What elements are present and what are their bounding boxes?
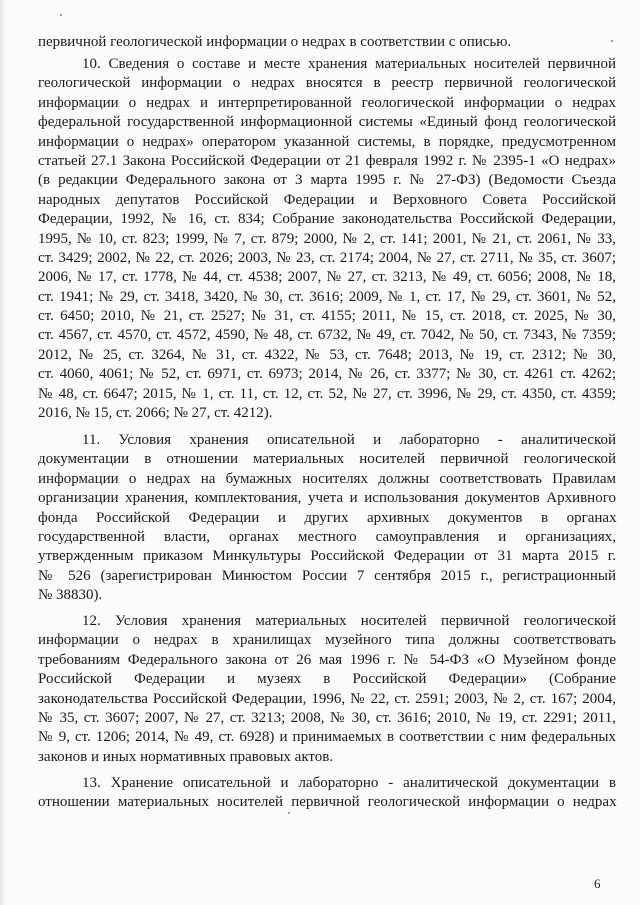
text-line: федеральной государственной информационной системы «Единый фонд геологической xyxy=(38,114,616,131)
paragraph-13 xyxy=(38,774,616,813)
text-line: отношении материальных носителей первичной геологической информации о недрах xyxy=(38,794,616,811)
text-line: законов и иных нормативных правовых актов. xyxy=(38,748,334,765)
text-line: 2012, № 25, ст. 3264, № 31, ст. 4322, № 53, ст. 7648; 2013, № 19, ст. 2312; № 30, xyxy=(38,346,616,363)
text-line: информации о недрах на бумажных носителях должны соответствовать Правилам xyxy=(38,470,616,487)
text-line: первичной геологической информации о недрах в соответствии с описью. xyxy=(38,34,512,50)
text-line: геологической информации о недрах вносятся в реестр первичной геологической xyxy=(38,75,616,92)
text-line: 1995, № 10, ст. 823; 1999, № 7, ст. 879; 2000, № 2, ст. 141; 2001, № 21, ст. 2061, № 33, xyxy=(38,230,616,247)
text-line: информации о недрах в хранилищах музейного типа должны соответствовать xyxy=(38,632,616,649)
text-line: законодательства Российской Федерации, 1996, № 22, ст. 2591; 2003, № 2, ст. 167; 2004, xyxy=(38,690,616,707)
text-line: 12. Условия хранения материальных носителей первичной геологической xyxy=(82,613,616,629)
text-line: ст. 4567, ст. 4570, ст. 4572, 4590, № 48, ст. 6732, № 49, ст. 7042, № 50, ст. 7343, № 7359; xyxy=(38,327,616,344)
paragraph-carryover xyxy=(38,33,616,52)
text-line: ст. 3429; 2002, № 22, ст. 2026; 2003, № 23, ст. 2174; 2004, № 27, ст. 2711, № 35, ст. 3607; xyxy=(38,249,616,266)
text-line: информации о недрах» оператором указанной системы, в порядке, предусмотренном xyxy=(38,133,616,150)
text-line: статьей 27.1 Закона Российской Федерации от 21 февраля 1992 г. № 2395-1 «О недрах» xyxy=(38,152,616,169)
text-line: фонда Российской Федерации и других архивных документов в органах xyxy=(38,509,616,526)
text-line: (в редакции Федерального закона от 3 марта 1995 г. № 27-ФЗ) (Ведомости Съезда xyxy=(38,172,616,189)
text-line: № 526 (зарегистрирован Минюстом России 7 сентября 2015 г., регистрационный xyxy=(38,567,616,584)
text-line: № 9, ст. 1206; 2014, № 49, ст. 6928) и принимаемых в соответствии с ним федеральных xyxy=(38,729,616,746)
text-line: № 38830). xyxy=(38,587,103,604)
text-line: 11. Условия хранения описательной и лабораторно - аналитической xyxy=(82,432,616,448)
text-line: 10. Сведения о составе и месте хранения материальных носителей первичной xyxy=(82,56,616,72)
text-line: 2006, № 17, ст. 1778, № 44, ст. 4538; 2007, № 27, ст. 3213, № 49, ст. 6056; 2008, № 18, xyxy=(38,269,616,286)
text-line: требованиям Федерального закона от 26 мая 1996 г. № 54-ФЗ «О Музейном фонде xyxy=(38,651,616,668)
text-line: ст. 4060, 4061; № 52, ст. 6971, ст. 6973; 2014, № 26, ст. 3377; № 30, ст. 4261 ст. 4262; xyxy=(38,366,616,383)
text-line: 2016, № 15, ст. 2066; № 27, ст. 4212). xyxy=(38,405,273,422)
paragraph-10 xyxy=(38,55,616,423)
text-line: государственной власти, органах местного самоуправления и организациях, xyxy=(38,528,616,545)
text-line: Российской Федерации и музеях в Российской Федерации» (Собрание xyxy=(38,671,616,688)
text-line: ст. 1941; № 29, ст. 3418, 3420, № 30, ст. 3616; 2009, № 1, ст. 17, № 29, ст. 3601, № 52, xyxy=(38,288,616,305)
paragraph-11 xyxy=(38,431,616,606)
scan-speck xyxy=(60,14,62,16)
paragraph-12 xyxy=(38,612,616,767)
text-line: Федерации, 1992, № 16, ст. 834; Собрание законодательства Российской Федерации, xyxy=(38,211,616,228)
scan-edge-shadow xyxy=(0,0,6,905)
text-line: народных депутатов Российской Федерации и Верховного Совета Российской xyxy=(38,191,616,208)
page-number: 6 xyxy=(594,876,601,891)
text-line: утвержденным приказом Минкультуры Российской Федерации от 31 марта 2015 г. xyxy=(38,548,616,565)
text-line: организации хранения, комплектования, учета и использования документов Архивного xyxy=(38,490,616,507)
text-line: ст. 6450; 2010, № 21, ст. 2527; № 31, ст. 4155; 2011, № 15, ст. 2018, ст. 2025, № 30, xyxy=(38,308,616,325)
text-line: информации о недрах и интерпретированной геологической информации о недрах xyxy=(38,94,616,111)
text-line: № 35, ст. 3607; 2007, № 27, ст. 3213; 2008, № 30, ст. 3616; 2010, № 19, ст. 2291; 2011, xyxy=(38,709,616,726)
text-line: 13. Хранение описательной и лабораторно - аналитической документации в xyxy=(82,775,616,791)
text-line: № 48, ст. 6647; 2015, № 1, ст. 11, ст. 12, ст. 52, № 27, ст. 3996, № 29, ст. 4350, ст. 4359; xyxy=(38,385,616,402)
text-line: документации в отношении материальных носителей первичной геологической xyxy=(38,451,616,468)
